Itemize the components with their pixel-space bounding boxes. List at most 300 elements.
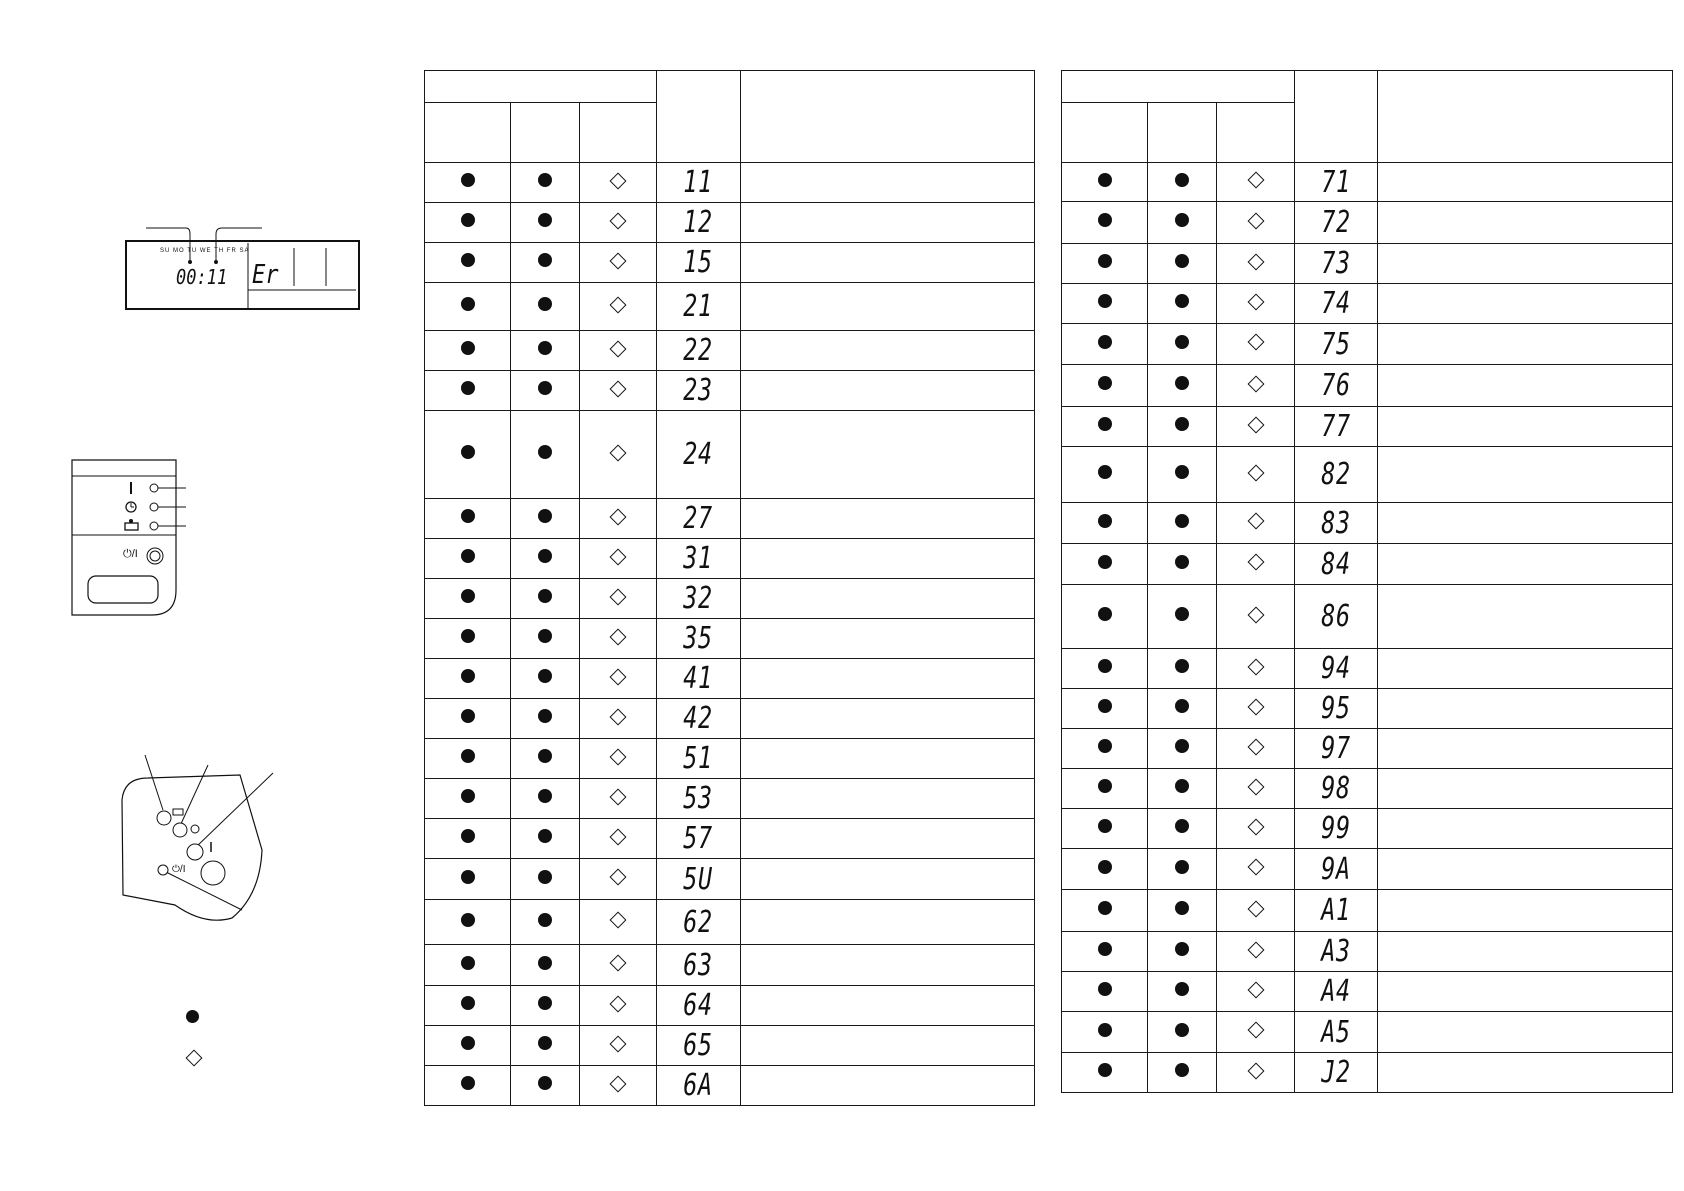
table-cell bbox=[425, 283, 511, 331]
description-cell bbox=[1378, 324, 1673, 365]
table-cell bbox=[1148, 503, 1217, 544]
description-cell bbox=[741, 331, 1035, 371]
indicator-on-icon bbox=[538, 870, 552, 884]
table-row bbox=[1062, 407, 1673, 447]
error-code: 99 bbox=[1321, 811, 1351, 846]
header-cell bbox=[1217, 103, 1295, 163]
table-row bbox=[425, 203, 1035, 243]
table-cell bbox=[580, 539, 657, 579]
error-code: 95 bbox=[1321, 691, 1351, 726]
table-cell bbox=[580, 699, 657, 739]
description-cell bbox=[1378, 972, 1673, 1012]
header-cell bbox=[1295, 71, 1378, 163]
indicator-on-icon bbox=[1175, 335, 1189, 349]
indicator-on-icon bbox=[461, 509, 475, 523]
table-cell bbox=[1062, 365, 1148, 407]
table-cell bbox=[1295, 447, 1378, 503]
indicator-on-icon bbox=[1098, 376, 1112, 390]
table-cell bbox=[511, 411, 580, 499]
error-code: 5U bbox=[683, 861, 714, 897]
table-cell bbox=[425, 1026, 511, 1066]
indicator-blink-icon bbox=[1247, 554, 1264, 571]
table-cell bbox=[580, 579, 657, 619]
table-cell bbox=[511, 1026, 580, 1066]
table-cell bbox=[1062, 447, 1148, 503]
table-cell bbox=[511, 331, 580, 371]
indicator-on-icon bbox=[461, 1076, 475, 1090]
indicator-on-icon bbox=[538, 1076, 552, 1090]
description-cell bbox=[741, 499, 1035, 539]
description-cell bbox=[1378, 544, 1673, 585]
indicator-on-icon bbox=[1175, 417, 1189, 431]
header-cell bbox=[1148, 103, 1217, 163]
table-cell bbox=[657, 945, 741, 986]
table-cell bbox=[1148, 849, 1217, 890]
table-cell bbox=[1295, 972, 1378, 1012]
indicator-on-icon bbox=[538, 381, 552, 395]
table-row bbox=[1062, 544, 1673, 585]
error-code: A1 bbox=[1321, 893, 1351, 928]
description-cell bbox=[1378, 163, 1673, 202]
table-cell bbox=[1062, 503, 1148, 544]
table-row bbox=[1062, 365, 1673, 407]
error-code: 65 bbox=[683, 1028, 714, 1063]
indicator-on-icon bbox=[1098, 860, 1112, 874]
table-cell bbox=[657, 243, 741, 283]
indicator-blink-icon bbox=[610, 708, 627, 725]
table-row bbox=[1062, 729, 1673, 769]
header-cell bbox=[580, 103, 657, 163]
table-cell bbox=[1217, 244, 1295, 284]
error-code: 53 bbox=[683, 781, 714, 816]
indicator-on-icon bbox=[1175, 659, 1189, 673]
indicator-on-icon bbox=[1098, 213, 1112, 227]
description-cell bbox=[741, 619, 1035, 659]
table-cell bbox=[425, 331, 511, 371]
table-cell bbox=[1148, 972, 1217, 1012]
indicator-on-icon bbox=[461, 829, 475, 843]
indicator-blink-icon bbox=[1247, 513, 1264, 530]
indicator-blink-icon bbox=[610, 748, 627, 765]
table-cell bbox=[1217, 1053, 1295, 1093]
indicator-blink-icon bbox=[610, 912, 627, 929]
description-cell bbox=[741, 1066, 1035, 1106]
table-cell bbox=[1217, 849, 1295, 890]
error-code: 42 bbox=[683, 701, 714, 736]
table-cell bbox=[1062, 649, 1148, 689]
indicator-on-icon bbox=[461, 669, 475, 683]
indicator-blink-icon bbox=[1247, 293, 1264, 310]
indicator-on-icon bbox=[1098, 555, 1112, 569]
table-cell bbox=[580, 499, 657, 539]
table-cell bbox=[1295, 544, 1378, 585]
indicator-on-icon bbox=[1175, 1023, 1189, 1037]
indicator-on-icon bbox=[1098, 1063, 1112, 1077]
lcd-days: SU MO TU WE TH FR SA bbox=[160, 248, 250, 254]
indicator-blink-icon bbox=[1247, 464, 1264, 481]
indicator-on-icon bbox=[1175, 514, 1189, 528]
indicator-on-icon bbox=[1175, 819, 1189, 833]
table-cell bbox=[1217, 1012, 1295, 1053]
table-cell bbox=[1217, 503, 1295, 544]
indicator-on-icon bbox=[461, 173, 475, 187]
indicator-blink-icon bbox=[1247, 658, 1264, 675]
error-code: 84 bbox=[1321, 546, 1351, 582]
table-cell bbox=[657, 163, 741, 203]
indicator-on-icon bbox=[1098, 819, 1112, 833]
table-cell bbox=[580, 1026, 657, 1066]
indicator-blink-icon bbox=[610, 548, 627, 565]
error-code: 98 bbox=[1321, 771, 1351, 806]
table-cell bbox=[1295, 932, 1378, 972]
table-cell bbox=[511, 539, 580, 579]
indicator-on-icon bbox=[1098, 254, 1112, 268]
table-row bbox=[425, 945, 1035, 986]
table-cell bbox=[511, 243, 580, 283]
error-code: 11 bbox=[683, 165, 714, 200]
table-cell bbox=[580, 1066, 657, 1106]
description-cell bbox=[741, 900, 1035, 945]
error-code: 94 bbox=[1321, 651, 1351, 686]
indicator-on-icon bbox=[1175, 1063, 1189, 1077]
table-cell bbox=[657, 819, 741, 859]
table-cell bbox=[580, 283, 657, 331]
error-code: 22 bbox=[683, 333, 714, 368]
indicator-on-icon bbox=[461, 956, 475, 970]
table-cell bbox=[1148, 1053, 1217, 1093]
description-cell bbox=[1378, 202, 1673, 244]
indicator-on-icon bbox=[538, 913, 552, 927]
indicator-on-icon bbox=[538, 956, 552, 970]
table-row bbox=[1062, 284, 1673, 324]
table-cell bbox=[1217, 202, 1295, 244]
table-cell bbox=[657, 411, 741, 499]
indicator-on-icon bbox=[538, 213, 552, 227]
indicator-on-icon bbox=[538, 173, 552, 187]
table-cell bbox=[1295, 244, 1378, 284]
description-cell bbox=[1378, 365, 1673, 407]
indicator-blink-icon bbox=[610, 212, 627, 229]
indicator-on-icon bbox=[538, 669, 552, 683]
error-code: 9A bbox=[1321, 851, 1351, 887]
indicator-on-icon bbox=[1098, 901, 1112, 915]
table-cell bbox=[1217, 585, 1295, 649]
indicator-blink-icon bbox=[1247, 253, 1264, 270]
table-cell bbox=[580, 900, 657, 945]
indicator-on-icon bbox=[461, 297, 475, 311]
table-cell bbox=[1295, 1053, 1378, 1093]
indicator-on-icon bbox=[538, 996, 552, 1010]
table-cell bbox=[425, 779, 511, 819]
indicator-blink-icon bbox=[610, 172, 627, 189]
table-cell bbox=[511, 499, 580, 539]
table-cell bbox=[425, 945, 511, 986]
header-cell bbox=[741, 71, 1035, 163]
error-code: 64 bbox=[683, 988, 714, 1023]
table-cell bbox=[511, 779, 580, 819]
indicator-on-icon bbox=[1175, 901, 1189, 915]
table-row bbox=[425, 579, 1035, 619]
header-cell bbox=[425, 103, 511, 163]
indicator-on-icon bbox=[461, 549, 475, 563]
indicator-on-icon bbox=[1175, 254, 1189, 268]
table-row bbox=[425, 163, 1035, 203]
indicator-on-icon bbox=[538, 445, 552, 459]
table-cell bbox=[511, 619, 580, 659]
table-cell bbox=[1217, 324, 1295, 365]
table-row bbox=[425, 1026, 1035, 1066]
indicator-on-icon bbox=[1175, 942, 1189, 956]
table-cell bbox=[425, 819, 511, 859]
table-cell bbox=[657, 579, 741, 619]
table-cell bbox=[511, 739, 580, 779]
error-code: A3 bbox=[1321, 934, 1351, 969]
table-cell bbox=[1148, 585, 1217, 649]
table-cell bbox=[1295, 163, 1378, 202]
table-cell bbox=[425, 579, 511, 619]
indicator-on-icon bbox=[461, 870, 475, 884]
table-cell bbox=[511, 900, 580, 945]
description-cell bbox=[1378, 689, 1673, 729]
table-cell bbox=[1295, 729, 1378, 769]
indicator-on-icon bbox=[461, 1036, 475, 1050]
table-row bbox=[1062, 202, 1673, 244]
table-cell bbox=[1148, 202, 1217, 244]
table-cell bbox=[1295, 769, 1378, 809]
table-cell bbox=[1062, 1053, 1148, 1093]
description-cell bbox=[741, 1026, 1035, 1066]
description-cell bbox=[741, 579, 1035, 619]
table-row bbox=[425, 779, 1035, 819]
table-cell bbox=[657, 539, 741, 579]
table-cell bbox=[1295, 890, 1378, 932]
table-row bbox=[1062, 447, 1673, 503]
table-cell bbox=[511, 819, 580, 859]
table-cell bbox=[425, 1066, 511, 1106]
table-cell bbox=[657, 283, 741, 331]
table-cell bbox=[1217, 809, 1295, 849]
lcd-time: 00:11 bbox=[176, 265, 228, 289]
table-cell bbox=[1217, 544, 1295, 585]
indicator-on-icon bbox=[538, 629, 552, 643]
table-cell bbox=[425, 371, 511, 411]
table-row bbox=[1062, 503, 1673, 544]
table-cell bbox=[1295, 284, 1378, 324]
table-row bbox=[1062, 849, 1673, 890]
indicator-on-icon bbox=[1175, 294, 1189, 308]
error-code: 63 bbox=[683, 947, 714, 983]
table-cell bbox=[1148, 809, 1217, 849]
description-cell bbox=[741, 739, 1035, 779]
indicator-on-icon bbox=[461, 445, 475, 459]
table-row bbox=[1062, 809, 1673, 849]
indicator-blink-icon bbox=[610, 1075, 627, 1092]
error-code: 82 bbox=[1321, 457, 1351, 492]
table-cell bbox=[511, 1066, 580, 1106]
indicator-blink-icon bbox=[1247, 416, 1264, 433]
description-cell bbox=[1378, 849, 1673, 890]
table-cell bbox=[1148, 284, 1217, 324]
indicator-on-icon bbox=[538, 341, 552, 355]
table-row bbox=[425, 619, 1035, 659]
description-cell bbox=[1378, 932, 1673, 972]
indicator-on-icon bbox=[538, 589, 552, 603]
description-cell bbox=[1378, 407, 1673, 447]
indicator-on-icon bbox=[461, 629, 475, 643]
error-code: 21 bbox=[683, 289, 714, 324]
error-code: 24 bbox=[683, 437, 714, 472]
table-cell bbox=[511, 203, 580, 243]
table-cell bbox=[657, 859, 741, 900]
table-cell bbox=[1295, 649, 1378, 689]
indicator-on-icon bbox=[1175, 607, 1189, 621]
indicator-on-icon bbox=[461, 913, 475, 927]
indicator-blink-icon bbox=[610, 788, 627, 805]
table-cell bbox=[1148, 890, 1217, 932]
indicator-on-icon bbox=[1098, 659, 1112, 673]
indicator-on-icon bbox=[1175, 860, 1189, 874]
description-cell bbox=[1378, 244, 1673, 284]
indicator-on-icon bbox=[1175, 555, 1189, 569]
description-cell bbox=[1378, 890, 1673, 932]
power-symbol-label: ⏻/I bbox=[123, 548, 138, 560]
table-cell bbox=[1217, 932, 1295, 972]
table-row bbox=[1062, 1012, 1673, 1053]
indicator-blink-icon bbox=[610, 380, 627, 397]
table-cell bbox=[1148, 729, 1217, 769]
table-cell bbox=[657, 659, 741, 699]
indicator-on-icon bbox=[1098, 982, 1112, 996]
indicator-on-icon bbox=[538, 549, 552, 563]
table-cell bbox=[1217, 890, 1295, 932]
error-code: 77 bbox=[1321, 409, 1351, 444]
table-row bbox=[1062, 585, 1673, 649]
description-cell bbox=[741, 819, 1035, 859]
table-cell bbox=[425, 986, 511, 1026]
indicator-on-icon bbox=[461, 789, 475, 803]
table-cell bbox=[657, 699, 741, 739]
table-cell bbox=[657, 739, 741, 779]
table-cell bbox=[1062, 585, 1148, 649]
table-cell bbox=[580, 163, 657, 203]
table-cell bbox=[1295, 324, 1378, 365]
power-symbol-label-2: ⏻/I bbox=[172, 864, 186, 875]
indicator-blink-icon bbox=[1247, 981, 1264, 998]
table-cell bbox=[1217, 365, 1295, 407]
table-cell bbox=[1062, 729, 1148, 769]
table-row bbox=[425, 1066, 1035, 1106]
illustration-lines bbox=[0, 0, 400, 1191]
indicator-on-icon bbox=[1175, 982, 1189, 996]
description-cell bbox=[1378, 1012, 1673, 1053]
table-cell bbox=[425, 411, 511, 499]
error-code: 97 bbox=[1321, 731, 1351, 766]
table-cell bbox=[580, 986, 657, 1026]
error-code: J2 bbox=[1321, 1055, 1351, 1090]
table-cell bbox=[657, 986, 741, 1026]
table-cell bbox=[1148, 544, 1217, 585]
indicator-on-icon bbox=[461, 213, 475, 227]
indicator-on-icon bbox=[1098, 294, 1112, 308]
table-cell bbox=[1148, 244, 1217, 284]
indicator-on-icon bbox=[538, 1036, 552, 1050]
table-cell bbox=[580, 945, 657, 986]
table-cell bbox=[1148, 932, 1217, 972]
error-code: A5 bbox=[1321, 1014, 1351, 1050]
indicator-on-icon bbox=[461, 381, 475, 395]
table-cell bbox=[1148, 649, 1217, 689]
table-cell bbox=[580, 371, 657, 411]
table-cell bbox=[1217, 649, 1295, 689]
table-cell bbox=[425, 243, 511, 283]
error-code: 51 bbox=[683, 741, 714, 776]
error-code-table-left bbox=[424, 70, 1035, 1106]
description-cell bbox=[1378, 1053, 1673, 1093]
indicator-on-icon bbox=[461, 589, 475, 603]
indicator-on-icon bbox=[1175, 739, 1189, 753]
table-cell bbox=[425, 659, 511, 699]
table-cell bbox=[511, 579, 580, 619]
description-cell bbox=[741, 539, 1035, 579]
description-cell bbox=[1378, 284, 1673, 324]
indicator-on-icon bbox=[1175, 779, 1189, 793]
lcd-error-code: Er bbox=[252, 260, 279, 290]
table-cell bbox=[1062, 689, 1148, 729]
description-cell bbox=[1378, 809, 1673, 849]
error-code: 74 bbox=[1321, 286, 1351, 321]
table-cell bbox=[657, 1066, 741, 1106]
indicator-blink-icon bbox=[610, 588, 627, 605]
table-cell bbox=[1148, 447, 1217, 503]
table-cell bbox=[1295, 585, 1378, 649]
table-row bbox=[425, 331, 1035, 371]
description-cell bbox=[741, 371, 1035, 411]
table-cell bbox=[1062, 544, 1148, 585]
table-cell bbox=[1295, 202, 1378, 244]
description-cell bbox=[741, 986, 1035, 1026]
description-cell bbox=[741, 659, 1035, 699]
table-cell bbox=[1062, 890, 1148, 932]
indicator-on-icon bbox=[1098, 1023, 1112, 1037]
indicator-on-icon bbox=[538, 709, 552, 723]
indicator-blink-icon bbox=[1247, 941, 1264, 958]
indicator-on-icon bbox=[538, 789, 552, 803]
table-cell bbox=[425, 203, 511, 243]
table-cell bbox=[580, 859, 657, 900]
table-row bbox=[1062, 244, 1673, 284]
description-cell bbox=[741, 859, 1035, 900]
error-code: 76 bbox=[1321, 368, 1351, 403]
error-code: 6A bbox=[683, 1068, 714, 1103]
table-cell bbox=[1148, 365, 1217, 407]
table-cell bbox=[1217, 284, 1295, 324]
indicator-blink-icon bbox=[1247, 859, 1264, 876]
table-cell bbox=[511, 859, 580, 900]
table-cell bbox=[1062, 324, 1148, 365]
table-cell bbox=[1062, 284, 1148, 324]
error-code: 23 bbox=[683, 373, 714, 408]
table-cell bbox=[1295, 503, 1378, 544]
error-code: 32 bbox=[683, 581, 714, 616]
table-row bbox=[425, 243, 1035, 283]
table-cell bbox=[425, 859, 511, 900]
table-cell bbox=[657, 619, 741, 659]
error-code: 27 bbox=[683, 501, 714, 536]
description-cell bbox=[1378, 585, 1673, 649]
table-cell bbox=[580, 203, 657, 243]
description-cell bbox=[1378, 729, 1673, 769]
error-code: 57 bbox=[683, 821, 714, 856]
